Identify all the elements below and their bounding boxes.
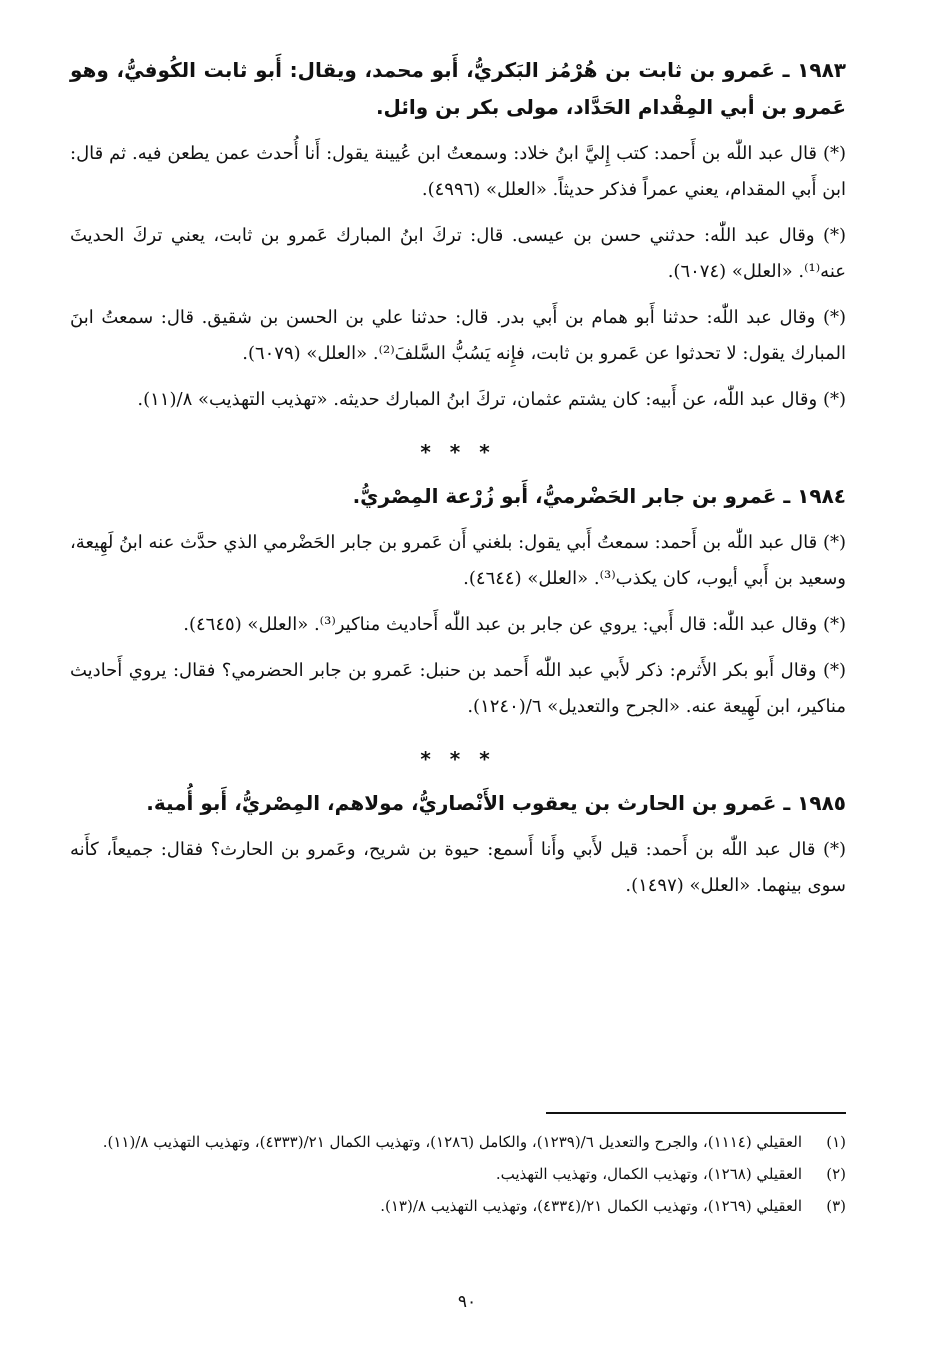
narration-paragraph: (*) وقال عبد اللّٰه: قال أَبي: يروي عن جابر بن عبد اللّٰه أَحاديث مناكير⁽³⁾. «العلل» (٤٦٤٥). [183,614,846,635]
footnote-number: (٣) [826,1197,846,1215]
narration-paragraph: (*) وقال عبد اللّٰه: حدثني حسن بن عيسى. قال: تركَ ابنُ المبارك عَمرو بن ثابت، يعني تركَ الحديثَ عنه⁽¹⁾. «العلل» (٦٠٧٤). [70,225,846,282]
footnotes [70,1128,846,1224]
footnote-separator [546,1112,846,1114]
entry-1983 [70,52,846,418]
narration-paragraph: (*) وقال عبد اللّٰه، عن أَبيه: كان يشتم عثمان، تركَ ابنُ المبارك حديثه. «تهذيب التهذيب» ٨/(١١). [137,389,846,410]
narration-paragraph: (*) وقال عبد اللّٰه: حدثنا أَبو همام بن أَبي بدر. قال: حدثنا علي بن الحسن بن شقيق. قال: سمعتُ ابنَ المبارك يقول: لا تحدثوا عن عَمرو بن ثابت، فإِنه يَسُبُّ السَّلفَ⁽²⁾. «العلل» (٦٠٧٩). [70,307,846,364]
page-number: ٩٠ [457,1292,477,1312]
footnote-item [70,1128,846,1157]
entry-1984 [70,478,846,725]
footnote-item [70,1192,846,1221]
section-divider: * * * [420,440,496,464]
footnote-number: (٢) [826,1165,846,1183]
section-divider: * * * [420,747,496,771]
entry-heading: ١٩٨٣ ـ عَمرو بن ثابت بن هُرْمُز البَكريُّ، أَبو محمد، ويقال: أَبو ثابت الكُوفيُّ، وهو عَمرو بن أبي المِقْدام الحَدَّاد، مولى بكر بن وائل. [70,58,846,119]
footnote-text: العقيلي (١١١٤)، والجرح والتعديل ٦/(١٢٣٩)، والكامل (١٢٨٦)، وتهذيب الكمال ٢١/(٤٣٣٣)، وتهذيب التهذيب ٨/(١١). [102,1133,802,1151]
page-body [70,52,846,914]
footnote-number: (١) [826,1133,846,1151]
entry-heading: ١٩٨٥ ـ عَمرو بن الحارث بن يعقوب الأَنْصاريُّ، مولاهم، المِصْريُّ، أَبو أُمية. [146,791,846,815]
entry-1985 [70,785,846,904]
entry-heading: ١٩٨٤ ـ عَمرو بن جابر الحَضْرميُّ، أَبو زُرْعة المِصْريُّ. [352,484,846,508]
narration-paragraph: (*) قال عبد اللّٰه بن أَحمد: سمعتُ أَبي يقول: بلغني أَن عَمرو بن جابر الحَضْرمي الذي حدَّث عنه ابنُ لَهِيعة، وسعيد بن أَبي أيوب، كان يكذب⁽³⁾. «العلل» (٤٦٤٤). [70,532,846,589]
footnote-item [70,1160,846,1189]
narration-paragraph: (*) قال عبد اللّٰه بن أَحمد: قيل لأَبي وأَنا أَسمع: حيوة بن شريح، وعَمرو بن الحارث؟ فقال: جميعاً، كأَنه سوى بينهما. «العلل» (١٤٩٧). [70,839,846,896]
narration-paragraph: (*) قال عبد اللّٰه بن أَحمد: كتب إِليَّ ابنُ خلاد: وسمعتُ ابن عُيينة يقول: أَنا أُحدث عمن يطعن فيه. ثم قال: ابن أَبي المقدام، يعني عمراً فذكر حديثاً. «العلل» (٤٩٩٦). [70,143,846,200]
footnote-text: العقيلي (١٢٦٨)، وتهذيب الكمال، وتهذيب التهذيب. [495,1165,802,1183]
footnote-text: العقيلي (١٢٦٩)، وتهذيب الكمال ٢١/(٤٣٣٤)، وتهذيب التهذيب ٨/(١٣). [380,1197,802,1215]
narration-paragraph: (*) وقال أَبو بكر الأَثرم: ذكر لأَبي عبد اللّٰه أَحمد بن حنبل: عَمرو بن جابر الحضرمي؟ فقال: يروي أَحاديث مناكير، ابن لَهِيعة عنه. «الجرح والتعديل» ٦/(١٢٤٠). [70,660,846,717]
